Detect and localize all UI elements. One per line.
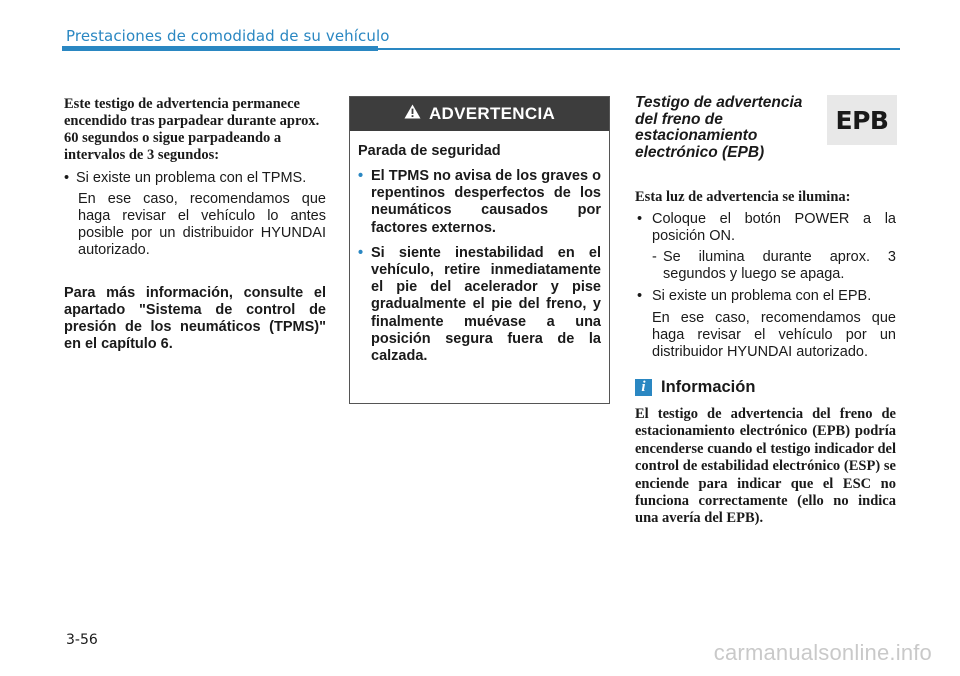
info-icon: i	[635, 379, 652, 396]
warning-body	[350, 131, 609, 365]
bullet-power-on: • Coloque el botón POWER a la posición ON.	[635, 211, 896, 245]
warning-label: ADVERTENCIA	[428, 104, 556, 123]
header-rule-thin	[378, 48, 900, 50]
section-title: Prestaciones de comodidad de su vehículo	[66, 27, 390, 45]
watermark: carmanualsonline.info	[713, 640, 932, 665]
epb-heading: Testigo de advertencia del freno de estacionamiento electrónico (EPB)	[635, 94, 803, 161]
warning-triangle-icon	[404, 104, 421, 124]
info-label: Información	[661, 378, 756, 396]
bullet-tpms-problem: • Si existe un problema con el TPMS.	[64, 170, 326, 187]
right-column	[635, 95, 896, 528]
bullet-epb-problem: • Si existe un problema con el EPB.	[635, 288, 896, 305]
info-header	[635, 378, 896, 397]
warning-subtitle: Parada de seguridad	[358, 143, 501, 159]
bullet-tpms-detail: En ese caso, recomendamos que haga revisar el vehículo lo antes posible por un distribuidor HYUNDAI autorizado.	[78, 191, 326, 258]
more-info-note: Para más información, consulte el apartado "Sistema de control de presión de los neumáticos (TPMS)" en el capítulo 6.	[64, 285, 326, 352]
info-body: El testigo de advertencia del freno de estacionamiento electrónico (EPB) podría encenderse cuando el testigo indicador del control de estabilidad electrónico (ESP) se enciende para indicar que el ESC no funciona correctamente (ello no indica una avería del EPB).	[635, 406, 896, 527]
warning-intro: Este testigo de advertencia permanece encendido tras parpadear durante aprox. 60 segundos o sigue parpadeando a intervalos de 3 segundos:	[64, 96, 320, 163]
epb-subtitle: Esta luz de advertencia se ilumina:	[635, 189, 851, 205]
header-rule-thick	[62, 46, 378, 51]
bullet-epb-detail: En ese caso, recomendamos que haga revisar el vehículo por un distribuidor HYUNDAI autorizado.	[652, 310, 896, 360]
dash-illuminates: - Se ilumina durante aprox. 3 segundos y luego se apaga.	[635, 249, 896, 283]
warning-header	[350, 97, 609, 131]
left-column	[64, 96, 326, 353]
epb-badge-label: EPB	[835, 105, 889, 135]
warning-box	[349, 96, 610, 404]
page-number: 3-56	[66, 632, 98, 648]
warning-item: • Si siente inestabilidad en el vehículo, retire inmediatamente el pie del acelerador y pise gradualmente el pie del freno, y finalmente muévase a una posición segura fuera de la calzada.	[358, 245, 601, 365]
warning-item: • El TPMS no avisa de los graves o repentinos desperfectos de los neumáticos causados por factores externos.	[358, 168, 601, 237]
